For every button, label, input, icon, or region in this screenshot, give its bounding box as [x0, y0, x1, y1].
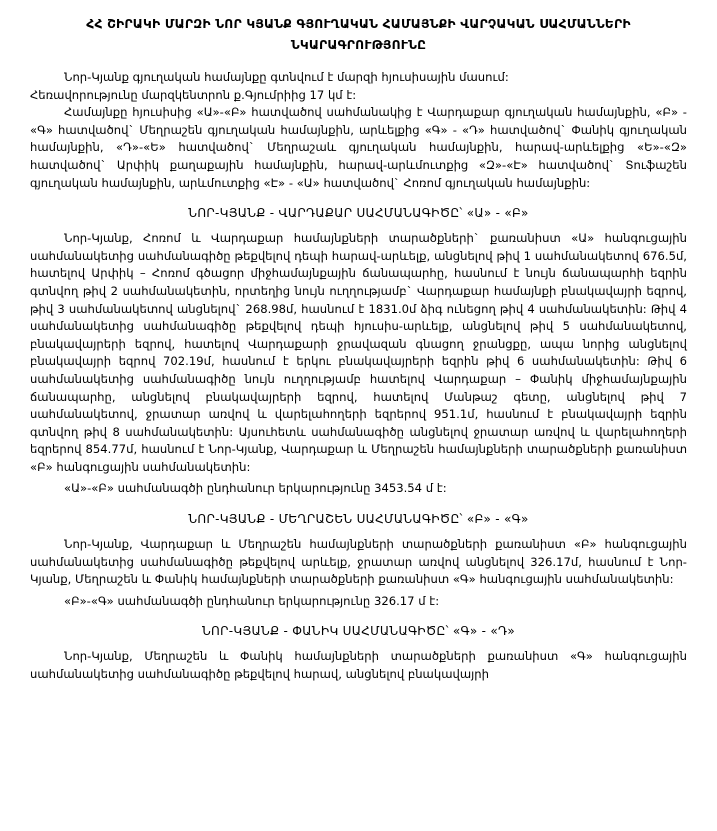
section-2-paragraph-2: «Բ»-«Գ» սահմանագծի ընդհանուր երկարությունը 326.17 մ է: — [64, 593, 440, 608]
section-3-paragraph-1: Նոր-Կյանք, Մեղրաշեն և Փանիկ համայնքների տարածքների քառանիստ «Գ» հանգուցային սահմանակետից սահմանագիծը թեքվելով հարավ, անցնելով բնակավայրի — [30, 649, 687, 682]
section-heading-3: ՆՈՐ-ԿՅԱՆՔ - ՓԱՆԻԿ ՍԱՀՄԱՆԱԳԻԾԸ՝ «Գ» - «Դ» — [202, 624, 515, 639]
page-title — [30, 14, 687, 56]
section-heading-1: ՆՈՐ-ԿՅԱՆՔ - ՎԱՐԴԱՔԱՐ ՍԱՀՄԱՆԱԳԻԾԸ՝ «Ա» - «Բ» — [188, 206, 529, 221]
section-2-paragraph-1: Նոր-Կյանք, Վարդաքար և Մեղրաշեն համայնքների տարածքների քառանիստ «Բ» հանգուցային սահմանակետից սահմանագիծը թեքվելով արևելք, ջրատար առվով անցնելով 326.17մ, հասնում է Նոր-Կյանք, Մեղրաշեն և Փանիկ համայնքների տարածքների քառանիստ «Գ» հանգուցային սահմանակետին: — [30, 537, 687, 587]
intro-paragraph-2: Հեռավորությունը մարզկենտրոն ք.Գյումրիից 17 կմ է: — [30, 87, 357, 102]
page-title-line-2: ՆԿԱՐԱԳՐՈՒԹՅՈՒՆԸ — [290, 38, 427, 52]
section-1-paragraph-1: Նոր-Կյանք, Հոռոմ և Վարդաքար համայնքների տարածքների` քառանիստ «Ա» հանգուցային սահմանակետից սահմանագիծը թեքվելով դեպի հարավ-արևելք, անցնելով թիվ 1 սահմանակետով 676.5մ, հատելով Արփիկ – Հոռոմ գծացոր միջհամայնքային ճանապարհը, հասնում է նույն ճանապարհի եզրին գտնվող թիվ 2 սահմանակետին, որտեղից նույն ուղղությամբ` Վարդաքար համայնքի բնակավայրի եզրով, թիվ 3 սահմանակետով անցնելով` 268.98մ, հասնում է 1831.0մ ձիգ ունեցող թիվ 4 սահմանակետին: Թիվ 4 սահմանակետից սահմանագիծը թեքվելով դեպի հյուսիս-արևելք, անցնելով թիվ 5 սահմանակետով, բնակավայրերի եզրով, հատելով Վարդաքարի ջրավազան գնացող ջրանցքը, ապա նորից անցնելով բնակավայրի եզրով 702.19մ, հասնում է երկու բնակավայրերի եզրին թիվ 6 սահմանակետին: Թիվ 6 սահմանակետից սահմանագիծը նույն ուղղությամբ հատելով Վարդաքար – Փանիկ միջհամայնքային ճանապարհը, անցնելով բնակավայրերի եզրով, հատելով Մանթաշ գետը, անցնելով թիվ 7 սահմանակետով, ջրատար առվով և վարելահողերի եզրերով 951.1մ, հասնում է բնակավայրի եզրին գտնվող թիվ 8 սահմանակետին: Այսուհետև սահմանագիծը անցնելով ջրատար առվով և վարելահողերի եզրերով 854.77մ, հասնում է Նոր-Կյանք, Վարդաքար և Մեղրաշեն համայնքների տարածքների քառանիստ «Բ» հանգուցային սահմանակետին: — [30, 231, 687, 474]
section-1-paragraph-2: «Ա»-«Բ» սահմանագծի ընդհանուր երկարությունը 3453.54 մ է: — [64, 481, 447, 496]
intro-paragraph-1: Նոր-Կյանք գյուղական համայնքը գտնվում է մարզի հյուսիսային մասում: — [64, 70, 509, 84]
section-heading-2: ՆՈՐ-ԿՅԱՆՔ - ՄԵՂՐԱՇԵՆ ՍԱՀՄԱՆԱԳԻԾԸ՝ «Բ» - «Գ» — [188, 512, 529, 527]
intro-paragraph-3: Համայնքը հյուսիսից «Ա»-«Բ» հատվածով սահմանակից է Վարդաքար գյուղական համայնքին, «Բ» - «Գ» հատվածով` Մեղրաշեն գյուղական համայնքին, արևելքից «Գ» - «Դ» հատվածով` Փանիկ գյուղական համայնքին, «Դ»-«Ե» հատվածով` Մեղրաշաև գյուղական համայնքին, հարավ-արևելքից «Ե»-«Զ» հատվածով` Արփիկ քաղաքային համայնքին, հարավ-արևմուտքից «Զ»-«Է» հատվածով` Տուֆաշեն գյուղական համայնքին, արևմուտքից «Է» - «Ա» հատվածով` Հոռոմ գյուղական համայնքին: — [30, 105, 687, 190]
page-title-line-1: ՀՀ ՇԻՐԱԿԻ ՄԱՐԶԻ ՆՈՐ ԿՅԱՆՔ ԳՅՈՒՂԱԿԱՆ ՀԱՄԱՅՆՔԻ ՎԱՐՉԱԿԱՆ ՍԱՀՄԱՆՆԵՐԻ — [86, 17, 631, 31]
